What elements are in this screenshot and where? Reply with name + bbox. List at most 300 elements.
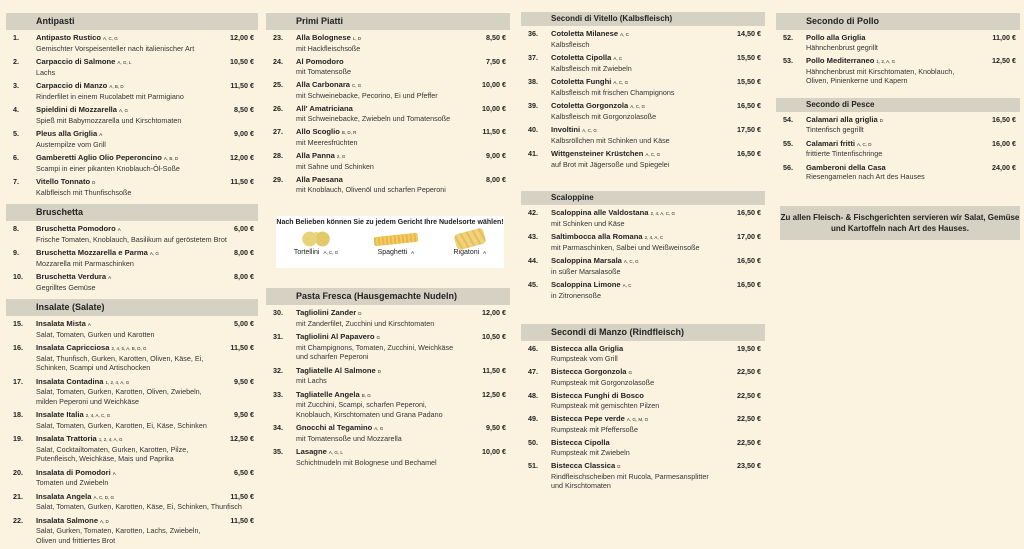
section-primi-piatti [266,13,510,198]
side-dishes-note: Zu allen Fleisch- & Fischgerichten servieren wir Salat, Gemüse und Kartoffeln nach Art des Hauses. [780,206,1020,240]
item-description: Kalbfleisch mit Thunfischsoße [36,187,132,197]
menu-item [6,153,258,173]
item-number: 35. [273,447,283,456]
item-description: mit Hackfleischsoße [296,43,361,53]
item-name-line [296,390,460,401]
menu-item [266,57,510,76]
item-name-line [296,332,460,343]
item-allergens: 1, 2, 4, A, G [98,437,123,442]
item-number: 46. [528,344,538,353]
item-price: 12,00 € [230,153,254,162]
item-description: mit Parmaschinken, Salbei und Weißweinsoße [551,242,700,252]
item-number: 54. [783,114,793,124]
menu-item [6,516,258,546]
menu-item [6,434,258,464]
item-price: 10,50 € [230,57,254,66]
section-title: Secondi di Manzo (Rindfleisch) [521,324,765,341]
allergens: A, C, G [323,250,339,255]
item-price: 12,00 € [230,33,254,42]
item-number: 37. [528,53,538,62]
item-name-line [36,81,208,92]
section-title: Pasta Fresca (Hausgemachte Nudeln) [266,288,510,305]
section-manzo [521,324,765,495]
item-price: 16,50 € [737,256,761,265]
item-price: 16,50 € [737,208,761,217]
item-description: Knoblauch, Kirschtomaten und Grana Padano [296,409,443,419]
item-description: mit Lachs [296,376,327,385]
section-title: Primi Piatti [266,13,510,30]
item-price: 11,00 € [992,33,1016,42]
item-allergens: G [628,370,633,375]
menu-item [6,57,258,77]
pasta-name: Tortellini [293,249,320,256]
item-allergens: A, C [620,32,629,37]
menu-item [521,438,765,457]
menu-item [6,272,258,292]
item-name-line [296,423,460,434]
item-description: Austernpilze vom Grill [36,139,106,149]
menu-item [521,101,765,121]
item-description: Putenfleisch, Weichkäse, Mais und Paprika [36,454,174,463]
item-price: 9,50 € [234,410,254,419]
section-pesce [776,98,1020,186]
item-allergens: A, B, D [109,84,124,89]
item-price: 12,50 € [992,56,1016,65]
item-description: Rumpsteak mit gemischten Pilzen [551,400,660,410]
item-number: 24. [273,57,283,66]
item-name-line [551,29,715,40]
item-name: Vitello Tonnato [36,177,91,186]
menu-item [521,29,765,49]
menu-items [6,316,258,545]
item-number: 42. [528,208,538,217]
menu-item [266,366,510,386]
item-description: Tomaten und Zwiebeln [36,478,109,487]
item-name-line [551,280,715,291]
section-title: Scaloppine [521,191,765,205]
item-price: 11,50 € [230,81,254,90]
item-description: mit Schweinebacke, Zwiebeln und Tomatensoße [296,113,451,123]
item-name-line [36,377,208,388]
item-description: milden Peperoni und Weichkäse [36,396,139,406]
item-allergens: 2, 4, A, C, G [85,413,111,418]
section-scaloppine [521,191,765,304]
item-price: 22,50 € [737,438,761,447]
item-price: 10,50 € [482,332,506,341]
menu-items [776,30,1020,86]
item-price: 9,00 € [486,151,506,160]
item-description: mit Schinken und Käse [551,218,625,228]
section-pasta-fresca [266,288,510,471]
menu-item [6,105,258,125]
item-price: 9,00 € [234,129,254,138]
item-description: und scharfen Peperoni [296,352,369,361]
item-allergens: A, G [149,251,159,256]
item-name: Pollo Mediterraneo [806,56,875,65]
item-name-line [296,33,460,44]
item-number: 34. [273,423,283,432]
item-number: 47. [528,367,538,376]
item-price: 15,50 € [737,77,761,86]
pasta-choice-box [276,216,504,268]
item-price: 11,50 € [482,127,506,136]
item-name-line [36,105,208,116]
item-name: Cotoletta Gorgonzola [551,101,629,110]
item-number: 22. [13,515,23,525]
column-1 [6,0,258,549]
menu-item [266,33,510,53]
menu-item [266,390,510,420]
item-name: Cotoletta Cipolla [551,53,612,62]
item-description: Frische Tomaten, Knoblauch, Basilikum auf geröstetem Brot [36,234,227,244]
item-name-line [36,272,208,283]
item-number: 49. [528,414,538,423]
item-name: Calamari fritti [806,138,855,148]
item-number: 45. [528,280,538,289]
item-number: 31. [273,332,283,341]
item-price: 14,50 € [737,29,761,38]
item-name: Scaloppina Limone [551,280,621,289]
item-price: 16,50 € [992,114,1016,124]
item-description: Gemischter Vorspeisenteller nach italienischer Art [36,43,195,53]
item-description: mit Tomatensoße [296,66,351,76]
item-number: 3. [13,81,19,90]
item-allergens: B, G [361,392,371,398]
item-description: mit Zanderfilet, Zucchini und Kirschtomaten [296,318,435,328]
item-name-line [36,129,208,140]
item-name: Tagliolini Al Papavero [296,332,375,341]
item-price: 6,50 € [234,467,254,477]
item-description: mit Champignons, Tomaten, Zucchini, Weichkäse [296,342,454,352]
menu-item [6,343,258,373]
item-name-line [296,308,460,319]
item-name: Bistecca Classica [551,461,616,470]
menu-items [6,221,258,292]
item-price: 17,00 € [737,232,761,241]
item-number: 21. [13,491,23,501]
item-name: Pleus alla Griglia [36,129,98,138]
item-allergens: L, D [352,36,362,41]
menu-item [6,129,258,149]
item-price: 11,50 € [230,515,254,525]
item-description: Salat, Thunfisch, Gurken, Karotten, Oliven, Käse, Ei, [36,353,204,363]
item-name: Calamari alla griglia [806,114,878,124]
item-name-line [551,53,715,64]
item-name-line [296,127,460,138]
item-name: Carpaccio di Manzo [36,81,108,90]
menu-items [521,341,765,491]
tortellini-image [300,231,332,247]
item-number: 9. [13,248,19,257]
item-name-line [551,232,715,243]
section-title: Secondo di Pesce [776,98,1020,112]
item-number: 23. [273,33,283,42]
item-allergens: A, G [119,108,129,113]
item-price: 9,50 € [486,423,506,432]
item-name-line [296,447,460,458]
item-price: 17,50 € [737,125,761,134]
item-name-line [296,175,460,185]
item-number: 2. [13,57,19,66]
item-allergens: A, C, D, G [93,494,114,500]
item-price: 8,00 € [486,175,506,184]
item-description: Tintenfisch gegrillt [806,125,864,134]
item-price: 22,50 € [737,367,761,376]
item-allergens: A, C, G [102,36,118,41]
item-name: Insalata Contadina [36,376,104,386]
menu-items [521,205,765,300]
item-name: Gamberoni della Casa [806,162,886,172]
item-description: Scampi in einer pikanten Knoblauch-Öl-Soße [36,163,180,173]
section-bruschetta [6,204,258,296]
item-number: 39. [528,101,538,110]
item-allergens: B, D, R [341,130,357,135]
menu-item [521,256,765,276]
item-name: Alla Panna [296,151,335,160]
item-name-line [36,57,208,68]
item-number: 20. [13,467,23,477]
item-price: 16,00 € [992,138,1016,148]
item-allergens: A [87,322,91,327]
item-description: Rinderfilet in einem Rucolabett mit Parmigiano [36,91,184,101]
item-name: Insalata Angela [36,491,92,501]
item-name-line [551,391,715,401]
item-description: mit Zucchini, Scampi, scharfen Peperoni, [296,400,427,409]
item-name-line [806,163,970,173]
item-allergens: A, D [100,518,109,524]
menu-item [521,280,765,300]
item-name: Bistecca Funghi di Bosco [551,391,644,400]
item-name: Insalate Italia [36,410,84,419]
item-allergens: A, G, M, O [626,417,649,422]
item-name-line [551,256,715,267]
pasta-choice-text: Nach Belieben können Sie zu jedem Gericht Ihre Nudelsorte wählen! [276,219,504,226]
item-description: Oliven, Pinienkerne und Kapern [806,76,908,85]
item-name: Antipasto Rustico [36,33,101,42]
item-name: Bistecca Pepe verde [551,414,625,423]
item-number: 33. [273,389,283,399]
item-name: Gamberetti Aglio Olio Peperoncino [36,153,162,162]
item-price: 12,50 € [230,434,254,443]
item-allergens: A, G, L [117,60,132,65]
item-number: 4. [13,105,19,114]
item-name: Bistecca Cipolla [551,438,610,447]
section-antipasti [6,13,258,201]
item-price: 10,00 € [482,80,506,89]
item-description: Kalbsfleisch mit Zwiebeln [551,63,632,73]
menu-item [521,232,765,252]
item-price: 24,00 € [992,162,1016,172]
menu-item [521,414,765,434]
menu-item [521,367,765,387]
item-number: 7. [13,177,19,186]
item-allergens: D [879,117,884,123]
item-name: Involtini [551,125,581,134]
item-name-line [36,153,208,164]
item-name-line [551,77,715,88]
item-name: Gnocchi al Tegamino [296,423,373,432]
menu-item [6,377,258,407]
section-title: Insalate (Salate) [6,299,258,316]
item-name-line [36,177,208,188]
item-name-line [296,366,460,377]
item-description: Rumpsteak mit Zwiebeln [551,447,630,457]
item-name-line [806,139,970,150]
item-name: Cotoletta Milanese [551,29,619,38]
item-description: Salat, Tomaten, Gurken, Karotten, Käse, Ei, Schinken, Thunfisch [36,502,242,511]
item-description: Oliven und frittiertes Brot [36,535,116,545]
item-number: 50. [528,438,538,447]
menu-item [266,151,510,171]
item-description: Kalbsfleisch mit frischen Champignons [551,87,675,97]
item-name: Tagliatelle Al Salmone [296,365,376,375]
item-name: Insalata Capricciosa [36,343,110,352]
pasta-rigatoni [454,231,487,257]
item-description: Lachs [36,67,56,77]
item-name-line [36,468,208,479]
item-allergens: 1, 2, 4, A, G [105,379,130,385]
item-description: Salat, Tomaten, Gurken, Karotten, Ei, Käse, Schinken [36,420,207,430]
menu-item [776,33,1020,52]
item-description: Schichtnudeln mit Bolognese und Bechamel [296,457,437,467]
item-number: 6. [13,153,19,162]
item-name: Tagliatelle Angela [296,389,360,399]
pasta-spaghetti [374,231,418,257]
item-name: Alla Bolognese [296,33,351,42]
item-price: 16,50 € [737,149,761,158]
menu-items [776,112,1020,182]
item-price: 11,50 € [230,177,254,186]
menu-item [266,332,510,362]
item-name: Scaloppina alle Valdostana [551,208,649,217]
item-number: 55. [783,138,793,148]
item-name-line [36,516,208,527]
menu-item [266,308,510,328]
item-price: 12,50 € [482,389,506,399]
item-number: 32. [273,365,283,375]
section-vitello [521,12,765,173]
item-allergens: A, G, L [328,450,343,455]
item-description: Kalbsfleisch [551,39,590,49]
item-name: Alla Paesana [296,175,343,184]
item-allergens: A [108,275,112,280]
item-number: 43. [528,232,538,241]
item-description: in Zitronensoße [551,290,601,300]
item-name: Insalata di Pomodori [36,467,111,477]
item-number: 18. [13,410,23,419]
menu-item [6,224,258,244]
item-name: Bruschetta Pomodoro [36,224,116,233]
item-name: Allo Scoglio [296,127,340,136]
item-description: Hähnchenbrust mit Kirschtomaten, Knoblauch, [806,66,955,76]
item-name-line [551,344,715,354]
item-name-line [551,208,715,219]
item-name: Insalata Trattoria [36,434,97,443]
item-allergens: A, C, G [623,259,639,264]
item-allergens: A, C, G [613,80,629,85]
column-3 [521,0,765,495]
menu-item [521,149,765,169]
item-allergens: D [358,311,362,316]
item-allergens: 2, 4, A, C [644,235,664,240]
item-name-line [36,492,208,503]
item-description: auf Brot mit Jägersoße und Spiegelei [551,159,670,169]
menu-item [266,423,510,443]
item-name: Saltimbocca alla Romana [551,232,643,241]
item-name-line [806,115,970,126]
menu-item [776,56,1020,86]
item-number: 1. [13,33,19,42]
menu-item [521,391,765,410]
item-name: All' Amatriciana [296,104,353,113]
item-number: 38. [528,77,538,86]
item-description: Rumpsteak mit Gorgonzolasoße [551,377,655,387]
item-name-line [551,149,715,160]
item-number: 53. [783,56,793,65]
item-number: 17. [13,376,23,386]
item-name-line [36,343,208,354]
menu-item [776,115,1020,135]
section-pollo [776,13,1020,90]
item-description: Salat, Tomaten, Gurken, Karotten, Oliven, Zwiebeln, [36,387,202,396]
menu-item [776,163,1020,182]
item-allergens: C, G [352,83,362,88]
item-price: 9,50 € [234,376,254,386]
item-number: 28. [273,151,283,160]
item-name-line [36,434,208,445]
item-name: Bruschetta Verdura [36,272,107,281]
item-name-line [296,104,460,114]
item-description: Riesengarnelen nach Art des Hauses [806,172,925,181]
menu-item [521,344,765,363]
item-allergens: A, G [374,426,384,431]
item-price: 8,50 € [234,105,254,114]
item-number: 8. [13,224,19,233]
item-description: Kalbsfleisch mit Gorgonzolasoße [551,111,657,121]
item-allergens: A, B, D [163,156,179,161]
item-description: in süßer Marsalasoße [551,266,621,276]
item-price: 16,50 € [737,101,761,110]
item-name: Lasagne [296,447,327,456]
item-number: 29. [273,175,283,184]
item-name-line [36,224,208,235]
item-description: Rindfleischscheiben mit Rucola, Parmesansplitter [551,471,709,481]
item-description: Salat, Tomaten, Gurken und Karotten [36,329,155,339]
menu-items [266,305,510,467]
item-allergens: A [112,470,116,476]
item-number: 16. [13,343,23,352]
menu-item [6,319,258,339]
item-price: 16,50 € [737,280,761,289]
item-description: frittierte Tintenfischringe [806,149,883,158]
allergens: A [483,250,487,255]
menu-item [776,139,1020,159]
item-price: 15,50 € [737,53,761,62]
item-name: Scaloppina Marsala [551,256,622,265]
menu-item [521,208,765,228]
item-allergens: A [117,227,121,232]
menu-item [266,104,510,123]
menu-item [6,468,258,488]
item-name-line [551,101,715,112]
menu-item [521,461,765,491]
item-allergens: A [99,132,103,137]
item-price: 5,00 € [234,319,254,328]
item-number: 30. [273,308,283,317]
item-number: 25. [273,80,283,89]
menu-item [266,447,510,467]
item-number: 15. [13,319,23,328]
